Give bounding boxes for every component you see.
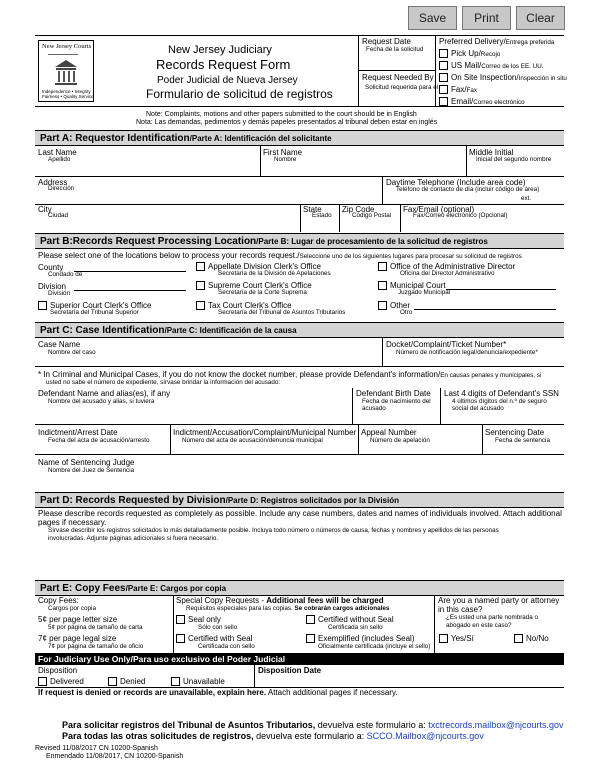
request-date-field[interactable]	[359, 56, 435, 70]
municipal-field[interactable]	[446, 289, 556, 290]
seal-only-es: Sólo con sello	[198, 624, 238, 631]
logo	[38, 40, 94, 102]
city-es: Ciudad	[48, 212, 68, 219]
indict-date-es: Fecha del acta de acusación/arresto	[48, 437, 150, 444]
title-line1: New Jersey Judiciary	[168, 44, 272, 56]
docket-field[interactable]	[383, 358, 563, 366]
certified-seal-checkbox[interactable]	[176, 634, 185, 643]
request-needed-field[interactable]	[359, 93, 435, 106]
defendant-dob-label: Defendant Birth Date	[356, 389, 431, 398]
delivery-fax-label: Fax/Fax	[451, 85, 478, 94]
appeal-number-label: Appeal Number	[361, 428, 417, 437]
disposition-date-field[interactable]	[256, 677, 563, 686]
unavailable-label: Unavailable	[183, 677, 225, 686]
delivery-onsite-checkbox[interactable]	[439, 73, 448, 82]
other-checkbox[interactable]	[378, 301, 387, 310]
request-date-label: Request Date	[362, 37, 411, 46]
tax-court-es: Secretaría del Tribunal de Asuntos Tributarios	[218, 309, 346, 316]
admin-director-checkbox[interactable]	[378, 262, 387, 271]
tax-court-label: Tax Court Clerk's Office	[208, 301, 292, 310]
last-name-field[interactable]	[36, 165, 260, 175]
indict-number-es: Número del acta de acusación/denuncia municipal	[182, 437, 323, 444]
note-en: Note: Complaints, motions and other papers submitted to the court should be in English	[146, 111, 417, 118]
judiciary-use-bar	[35, 653, 564, 665]
party-no-label: No/No	[526, 634, 549, 643]
defendant-name-es: Nombre del acusado y alias, si tuviera	[48, 398, 155, 405]
defendant-dob-es1: Fecha de nacimiento del	[362, 398, 431, 405]
supreme-es: Secretaría de la Corte Suprema	[218, 289, 307, 296]
tax-court-checkbox[interactable]	[196, 301, 205, 310]
part-d-header: Part D: Records Requested by Division/Parte D: Registros solicitados por la División	[35, 492, 564, 508]
exemplified-checkbox[interactable]	[306, 634, 315, 643]
print-button[interactable]: Print	[462, 6, 511, 30]
party-question-es1: ¿Es usted una parte nombrada o	[446, 614, 539, 621]
delivery-email-checkbox[interactable]	[439, 97, 448, 106]
city-label: City	[38, 205, 52, 214]
sentencing-date-es: Fecha de sentencia	[495, 437, 550, 444]
request-needed-label: Request Needed By	[362, 73, 434, 82]
phone-label: Daytime Telephone (Include area code)	[386, 178, 526, 187]
part-c-header: Part C: Case Identification/Parte C: Identificación de la causa	[35, 322, 564, 338]
logo-name: New Jersey Courts	[42, 43, 92, 50]
certified-no-seal-es: Certificada sin sello	[328, 624, 383, 631]
defendant-dob-es2: acusado	[362, 405, 386, 412]
county-es: Condado de	[48, 271, 83, 278]
ssn-es1: 4 últimos dígitos del n.º de seguro	[452, 398, 547, 405]
ssn-field[interactable]	[441, 414, 563, 423]
explain-field[interactable]	[36, 699, 563, 715]
indict-number-field[interactable]	[171, 445, 357, 453]
request-date-sub: Fecha de la solicitud	[366, 46, 424, 53]
title-line4: Formulario de solicitud de registros	[146, 87, 333, 101]
zip-label: Zip Code	[342, 205, 375, 214]
appeal-number-field[interactable]	[359, 445, 481, 453]
denied-checkbox[interactable]	[108, 677, 117, 686]
seal-only-checkbox[interactable]	[176, 615, 185, 624]
county-label: County	[38, 263, 64, 272]
delivery-pickup-checkbox[interactable]	[439, 49, 448, 58]
docket-label: Docket/Complaint/Ticket Number*	[386, 340, 507, 349]
revision-en: Revised 11/08/2017 CN 10200-Spanish	[35, 745, 158, 752]
criminal-note: * In Criminal and Municipal Cases, if you do not know the docket number, please provide Defendant's information/En causas penales y municipales, si	[38, 370, 542, 379]
municipal-es: Juzgado Municipal	[398, 289, 451, 296]
supreme-label: Supreme Court Clerk's Office	[208, 281, 312, 290]
indict-number-label: Indictment/Accusation/Complaint/Municipal Number	[173, 428, 357, 437]
sentencing-judge-label: Name of Sentencing Judge	[38, 458, 135, 467]
defendant-name-label: Defendant Name and alias(es), if any	[38, 389, 171, 398]
delivered-label: Delivered	[50, 677, 84, 686]
note-es: Nota: Las demandas, pedimentos y demás papeles presentados al tribunal deben estar en inglés	[136, 119, 438, 126]
middle-initial-label: Middle Initial	[469, 148, 514, 157]
certified-no-seal-checkbox[interactable]	[306, 615, 315, 624]
other-field[interactable]	[414, 309, 556, 310]
middle-initial-es: Inicial del segundo nombre	[476, 156, 552, 163]
last-name-es: Apellido	[48, 156, 71, 163]
criminal-note-es: usted no sabe el número de expediente, sírvase brindar la información del acusado:	[46, 379, 281, 386]
revision-es: Enmendado 11/08/2017, CN 10200-Spanish	[46, 753, 184, 760]
last-name-label: Last Name	[38, 148, 77, 157]
letter-size-label: 5¢ per page letter size	[38, 615, 118, 624]
fax-label: Fax/Email (optional)	[403, 205, 475, 214]
supreme-checkbox[interactable]	[196, 281, 205, 290]
delivery-fax-checkbox[interactable]	[439, 85, 448, 94]
superior-court-es: Secretaría del Tribunal Superior	[50, 309, 139, 316]
division-field[interactable]	[74, 290, 186, 291]
state-es: Estado	[312, 212, 332, 219]
case-name-label: Case Name	[38, 340, 81, 349]
superior-court-checkbox[interactable]	[38, 301, 47, 310]
county-field[interactable]	[74, 271, 186, 272]
logo-tagline: Independence • Integrity Fairness • Quality Service	[42, 89, 94, 99]
courthouse-logo-icon	[51, 57, 81, 87]
delivery-email-label: Email/Correo electrónico	[451, 97, 525, 106]
defendant-dob-field[interactable]	[353, 414, 439, 423]
part-e-header: Part E: Copy Fees/Parte E: Cargos por copia	[35, 580, 564, 596]
state-field[interactable]	[301, 221, 338, 230]
special-requests-es: Requisitos especiales para las copias. Se cobrarán cargos adicionales	[186, 605, 390, 612]
other-label: Other	[390, 301, 411, 310]
seal-only-label: Seal only	[188, 615, 221, 624]
first-name-es: Nombre	[274, 156, 297, 163]
judiciary-use-title: For Judiciary Use Only/Para uso exclusivo del Poder Judicial	[38, 654, 286, 664]
address-field[interactable]	[36, 194, 381, 202]
exemplified-label: Exemplified (includes Seal)	[318, 634, 415, 643]
division-es: División	[48, 290, 71, 297]
delivery-mail-checkbox[interactable]	[439, 61, 448, 70]
request-needed-sub: Solicitud requerida para el	[365, 84, 439, 91]
disposition-label: Disposition	[38, 666, 78, 675]
sentencing-judge-es: Nombre del Juez de Sentencia	[48, 467, 135, 474]
certified-no-seal-label: Certified without Seal	[318, 615, 394, 624]
delivery-pickup-label: Pick Up/Recojo	[451, 49, 501, 58]
superior-court-label: Superior Court Clerk's Office	[50, 301, 152, 310]
appellate-label: Appellate Division Clerk's Office	[208, 262, 321, 271]
party-question-1: Are you a named party or attorney	[438, 596, 560, 605]
indict-date-label: Indictment/Arrest Date	[38, 428, 118, 437]
scco-email-link[interactable]: SCCO.Mailbox@njcourts.gov	[366, 731, 484, 741]
part-b-header: Part B:Records Request Processing Location/Parte B: Lugar de procesamiento de la solicitud de registros	[35, 233, 564, 249]
admin-director-es: Oficina del Director Administrativo	[400, 270, 495, 277]
docket-es: Número de notificación legal/denuncia/expediente*	[396, 349, 538, 356]
unavailable-checkbox[interactable]	[171, 677, 180, 686]
party-yes-checkbox[interactable]	[439, 634, 448, 643]
case-name-field[interactable]	[36, 358, 381, 366]
sentencing-date-label: Sentencing Date	[485, 428, 545, 437]
city-field[interactable]	[36, 221, 299, 230]
footer-tax: Para solicitar registros del Tribunal de Asuntos Tributarios, devuelva este formulario a: txctrecords.mailbox@njcourts.gov	[62, 720, 564, 730]
part-a-header: Part A: Requestor Identification/Parte A: Identificación del solicitante	[35, 130, 564, 146]
legal-size-es: 7¢ por página de tamaño de oficio	[48, 643, 144, 650]
exemplified-es: Oficialmente certificada (incluye el sello)	[318, 643, 431, 650]
zip-es: Código Postal	[352, 212, 392, 219]
appellate-es: Secretaría de la División de Apelaciones	[218, 270, 331, 277]
save-button[interactable]: Save	[408, 6, 457, 30]
division-label: Division	[38, 282, 67, 291]
fax-email-field[interactable]	[401, 221, 563, 230]
title-line3: Poder Judicial de Nueva Jersey	[157, 75, 298, 86]
sentencing-date-field[interactable]	[483, 445, 563, 453]
indict-date-field[interactable]	[36, 445, 169, 453]
party-question-2: in this case?	[438, 605, 483, 614]
case-name-es: Nombre del caso	[48, 349, 96, 356]
denied-label: Denied	[120, 677, 146, 686]
delivered-checkbox[interactable]	[38, 677, 47, 686]
records-description-field[interactable]	[36, 546, 563, 578]
part-d-instr2: pages if necessary.	[38, 518, 107, 527]
sentencing-judge-field[interactable]	[36, 477, 563, 487]
copy-fees-label: Copy Fees:	[38, 596, 79, 605]
tax-email-link[interactable]: txctrecords.mailbox@njcourts.gov	[428, 720, 564, 730]
clear-button[interactable]: Clear	[516, 6, 565, 30]
delivery-label: Preferred Delivery/Entrega preferida	[439, 37, 555, 46]
copy-fees-es: Cargos por copia	[48, 605, 96, 612]
party-no-checkbox[interactable]	[514, 634, 523, 643]
phone-ext: ext.	[521, 195, 532, 202]
zip-field[interactable]	[340, 221, 399, 230]
delivery-mail-label: US Mail/Correo de los EE. UU.	[451, 61, 544, 70]
footer-other: Para todas las otras solicitudes de registros, devuelva este formulario a: SCCO.Mailbox@njcourts.gov	[62, 731, 484, 741]
middle-initial-field[interactable]	[467, 165, 563, 175]
state-label: State	[303, 205, 322, 214]
title-line2: Records Request Form	[156, 57, 291, 72]
defendant-name-field[interactable]	[36, 410, 351, 422]
explain-label: If request is denied or records are unavailable, explain here. Attach additional pages if necessary.	[38, 688, 398, 697]
part-b-instructions: Please select one of the locations below to process your records request./Seleccione uno de los siguientes lugares para procesar su solicitud de registros	[38, 251, 522, 260]
municipal-checkbox[interactable]	[378, 281, 387, 290]
municipal-label: Municipal Court	[390, 281, 446, 290]
address-label: Address	[38, 178, 68, 187]
address-es: Dirección	[48, 185, 75, 192]
disposition-date-label: Disposition Date	[258, 666, 322, 675]
letter-size-es: 5¢ por página de tamaño de carta	[48, 624, 143, 631]
delivery-onsite-label: On Site Inspection/Inspección in situ	[451, 73, 567, 82]
part-d-instr1: Please describe records requested as completely as possible. Include any case numbers, dates and names of individuals involved. Attach additional	[38, 509, 562, 518]
appellate-checkbox[interactable]	[196, 262, 205, 271]
first-name-label: First Name	[263, 148, 303, 157]
first-name-field[interactable]	[261, 165, 466, 175]
certified-seal-es: Certificada con sello	[198, 643, 255, 650]
other-es: Otro	[400, 309, 413, 316]
ssn-es2: social del acusado	[452, 405, 504, 412]
legal-size-label: 7¢ per page legal size	[38, 634, 117, 643]
admin-director-label: Office of the Administrative Director	[390, 262, 516, 271]
certified-seal-label: Certified with Seal	[188, 634, 253, 643]
fax-es: Fax/Correo electrónico (Opcional)	[413, 212, 508, 219]
special-requests-label: Special Copy Requests - Additional fees will be charged	[176, 596, 384, 605]
part-d-es1: Sírvase describir los registros solicitados lo más detalladamente posible. Incluya todo número o números de causa, fechas y nombres y apellidos de las personas	[48, 527, 499, 534]
part-d-es2: involucradas. Adjunte páginas adicionales si fuera necesario.	[48, 535, 219, 542]
party-question-es2: abogado en este caso?	[446, 622, 512, 629]
appeal-number-es: Número de apelación	[370, 437, 430, 444]
phone-es: Teléfono de contacto de día (incluir código de área)	[396, 186, 540, 193]
ssn-label: Last 4 digits of Defendant's SSN	[444, 389, 559, 398]
party-yes-label: Yes/Sí	[451, 634, 474, 643]
